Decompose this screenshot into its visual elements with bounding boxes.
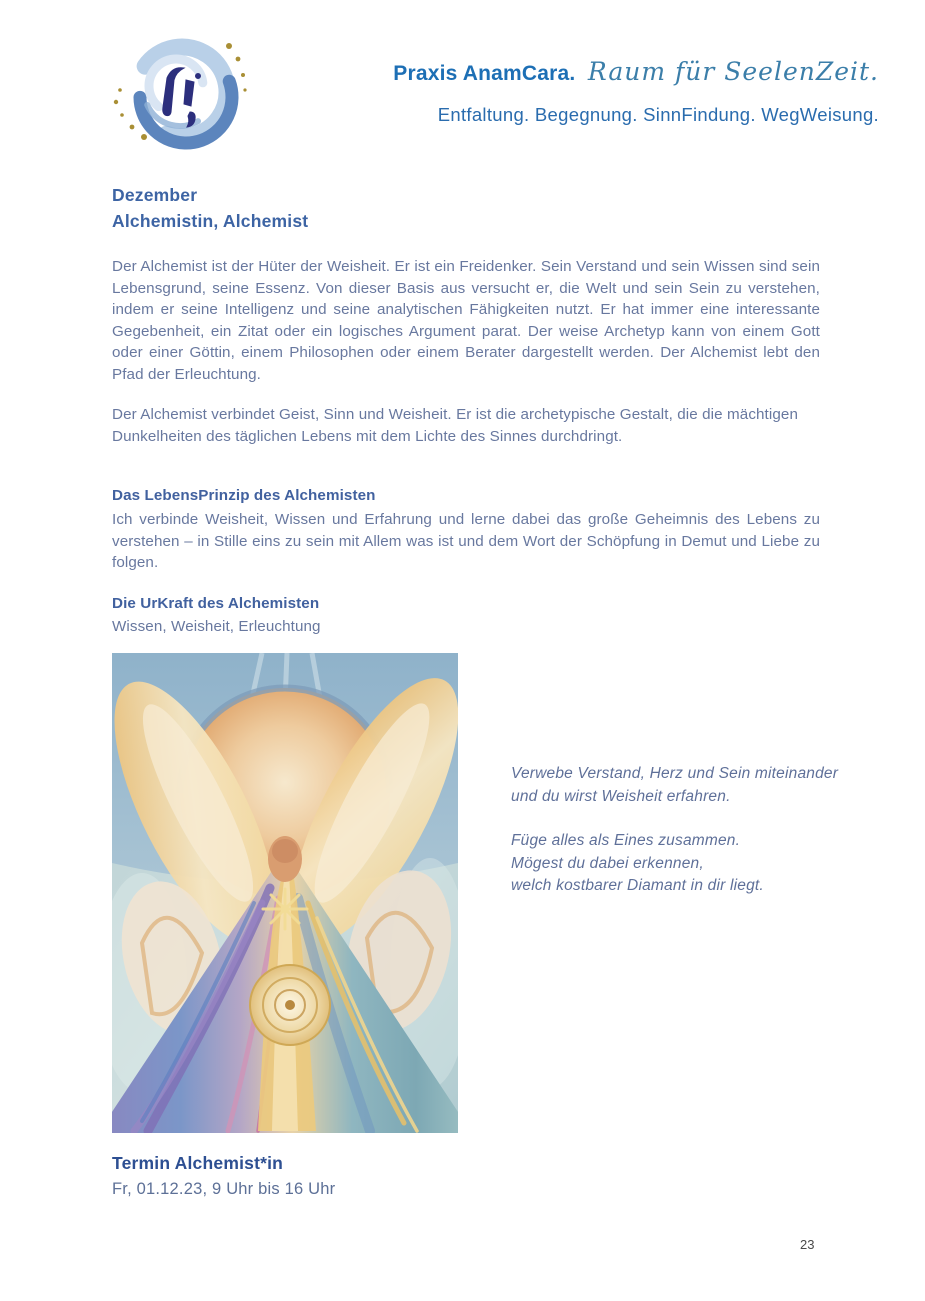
heading-lebensprinzip: Das LebensPrinzip des Alchemisten <box>112 487 376 504</box>
spiral-brush-logo-icon <box>110 30 255 158</box>
body-urkraft: Wissen, Weisheit, Erleuchtung <box>112 618 321 635</box>
title-archetype: Alchemistin, Alchemist <box>112 211 309 231</box>
quote-line: Verwebe Verstand, Herz und Sein miteinander <box>511 765 839 782</box>
paragraph-alchemist-essence: Der Alchemist verbindet Geist, Sinn und Weisheit. Er ist die archetypische Gestalt, die die mächtigen Dunkelheiten des täglichen Lebens mit dem Lichte des Sinnes durchdringt. <box>112 406 798 445</box>
quote-line: welch kostbarer Diamant in dir liegt. <box>511 877 764 894</box>
brand-line <box>393 52 879 96</box>
anamcara-logo <box>110 30 255 158</box>
paragraph-alchemist-description: Der Alchemist ist der Hüter der Weisheit. Er ist ein Freidenker. Sein Verstand und sein Wissen sind sein Lebensgrund, seine Essenz. Von dieser Basis aus versucht er, die Welt und sein Sein zu verstehen, indem er seine Intelligenz und seine analytischen Fähigkeiten nutzt. Er hat immer eine interessante Gegebenheit, ein Zitat oder ein logisches Argument parat. Der weise Archetyp kann von einem Gott oder einer Göttin, einem Philosophen oder einem Berater dargestellt werden. Der Alchemist lebt den Pfad der Erleuchtung. <box>112 258 820 383</box>
header-brand-block <box>393 52 879 126</box>
quote-line: Füge alles als Eines zusammen. <box>511 832 741 849</box>
termin-heading: Termin Alchemist*in <box>112 1153 284 1173</box>
quote-block <box>511 763 881 898</box>
quote-line: und du wirst Weisheit erfahren. <box>511 787 731 805</box>
brand-claim-script: Raum für SeelenZeit. <box>587 57 879 86</box>
quote-line: Mögest du dabei erkennen, <box>511 854 704 872</box>
pastel-angel-artwork <box>112 653 458 1133</box>
brand-name: Praxis AnamCara. <box>393 62 576 85</box>
heading-urkraft: Die UrKraft des Alchemisten <box>112 595 320 612</box>
page-title <box>112 182 308 234</box>
body-lebensprinzip: Ich verbinde Weisheit, Wissen und Erfahrung und lerne dabei das große Geheimnis des Lebens zu verstehen – in Stille eins zu sein mit Allem was ist und dem Wort der Schöpfung in Demut und Liebe zu folgen. <box>112 511 820 572</box>
title-month: Dezember <box>112 185 198 205</box>
brand-tagline: Entfaltung. Begegnung. SinnFindung. WegWeisung. <box>437 104 879 125</box>
termin-date: Fr, 01.12.23, 9 Uhr bis 16 Uhr <box>112 1180 336 1198</box>
quote-stanza-gap <box>511 808 881 830</box>
alchemist-angel-illustration <box>112 653 458 1133</box>
page-number: 23 <box>800 1237 815 1252</box>
